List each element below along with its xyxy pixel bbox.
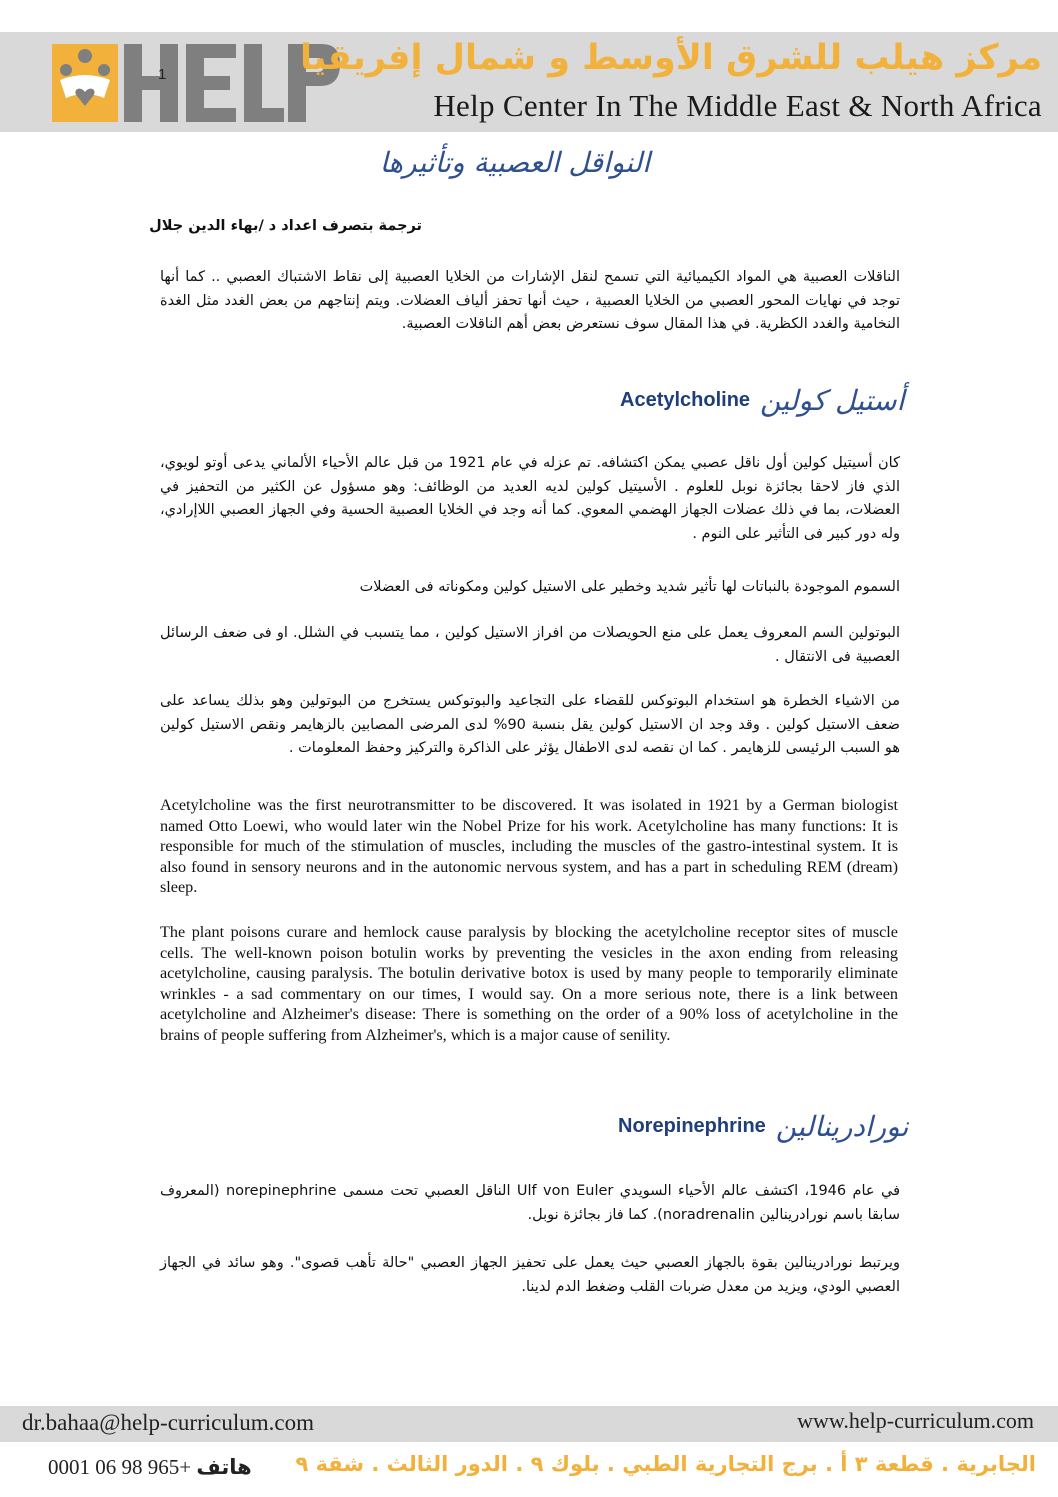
page-number: 1: [158, 66, 167, 83]
ach-arabic-paragraph-2: السموم الموجودة بالنباتات لها تأثير شديد وخطير على الاستيل كولين ومكوناته فى العضلات: [359, 579, 900, 595]
footer-email-link[interactable]: dr.bahaa@help-curriculum.com: [22, 1410, 314, 1435]
section-heading-acetylcholine: [620, 384, 904, 417]
section-title-ar: نورادرينالين: [775, 1110, 909, 1143]
intro-paragraph: الناقلات العصبية هي المواد الكيميائية التي تسمح لنقل الإشارات من الخلايا العصبية إلى نقاط الاشتباك العصبي .. كما أنها توجد في نهايات المحور العصبي من الخلايا العصبية ، حيث أنها تحفز ألياف العضلات. ويتم إنتاجهم من بعض الغدد مثل الغدة النخامية والغدد الكظرية. في هذا المقال سوف نستعرض بعض أهم الناقلات العصبية.: [160, 269, 900, 332]
footer-website-link[interactable]: www.help-curriculum.com: [797, 1408, 1034, 1433]
help-logo: [52, 40, 342, 126]
org-name-arabic: مركز هيلب للشرق الأوسط و شمال إفريقيا: [300, 38, 1042, 78]
footer-address: الجابرية . قطعة ٣ أ . برج التجارية الطبي . بلوك ٩ . الدور الثالث . شقة ٩: [295, 1452, 1036, 1476]
translator-credit: ترجمة بتصرف اعداد د /بهاء الدين جلال: [149, 218, 422, 234]
ne-arabic-paragraph-1: في عام 1946، اكتشف عالم الأحياء السويدي Ulf von Euler الناقل العصبي تحت مسمى norepinephrine (المعروف سابقا باسم نورادرينالين noradrenalin). كما فاز بجائزة نوبل.: [160, 1183, 901, 1223]
ach-arabic-paragraph-3: البوتولين السم المعروف يعمل على منع الحويصلات من افراز الاستيل كولين ، مما يتسبب في الشلل. او فى ضعف الرسائل العصبية فى الانتقال .: [160, 625, 900, 665]
ach-english-paragraph-2: The plant poisons curare and hemlock cause paralysis by blocking the acetylcholine receptor sites of muscle cells. The well-known poison botulin works by preventing the vesicles in the axon ending from releasing acetylcholine, causing paralysis. The botulin derivative botox is used by many people to temporarily eliminate wrinkles - a sad commentary on our times, I would say. On a more serious note, there is a link between acetylcholine and Alzheimer's disease: There is something on the order of a 90% loss of acetylcholine in the brains of people suffering from Alzheimer's, which is a major cause of senility.: [160, 923, 898, 1044]
ach-arabic-paragraph-1: كان أسيتيل كولين أول ناقل عصبي يمكن اكتشافه. تم عزله في عام 1921 من قبل عالم الأحياء الألماني يدعى أوتو لويوي، الذي فاز لاحقا بجائزة نوبل للعلوم . الأسيتيل كولين لديه العديد من الوظائف: وهو مسؤول عن الكثير من التحفيز في العضلات، بما في ذلك عضلات الجهاز الهضمي المعوي. كما أنه وجد في الخلايا العصبية الحسية وفي الجهاز العصبي اللاإرادي، وله دور كبير فى التأثير على النوم .: [160, 455, 900, 542]
org-name-english: Help Center In The Middle East & North Africa: [433, 88, 1042, 123]
section-title-en: Norepinephrine: [618, 1115, 766, 1137]
document-title: النواقل العصبية وتأثيرها: [379, 146, 650, 179]
ne-arabic-paragraph-2: ويرتبط نورادرينالين بقوة بالجهاز العصبي حيث يعمل على تحفيز الجهاز العصبي "حالة تأهب قصوى". وهو سائد في الجهاز العصبي الودي، ويزيد من معدل ضربات القلب وضغط الدم لدينا.: [160, 1255, 900, 1295]
phone-number: +965 98 06 0001: [48, 1455, 192, 1479]
ach-english-paragraph-1: Acetylcholine was the first neurotransmitter to be discovered. It was isolated in 1921 by a German biologist named Otto Loewi, who would later win the Nobel Prize for his work. Acetylcholine has many functions: It is responsible for much of the stimulation of muscles, including the muscles of the gastro-intestinal system. It is also found in sensory neurons and in the autonomic nervous system, and has a part in scheduling REM (dream) sleep.: [160, 796, 898, 897]
section-heading-norepinephrine: [618, 1110, 908, 1143]
footer-phone: [48, 1455, 270, 1480]
phone-label: هاتف: [196, 1455, 252, 1479]
section-title-en: Acetylcholine: [620, 389, 751, 411]
ach-arabic-paragraph-4: من الاشياء الخطرة هو استخدام البوتوكس للقضاء على التجاعيد والبوتوكس يستخرج من البوتولين وهو بذلك يساعد على ضعف الاستيل كولين . وقد وجد ان الاستيل كولين يقل بنسبة 90% لدى المرضى المصابين بالزهايمر ونقص الاستيل كولين هو السبب الرئيسى للزهايمر . كما ان نقصه لدى الاطفال يؤثر على الذاكرة والتركيز وحفظ المعلومات .: [160, 693, 900, 756]
section-title-ar: أستيل كولين: [760, 384, 905, 417]
